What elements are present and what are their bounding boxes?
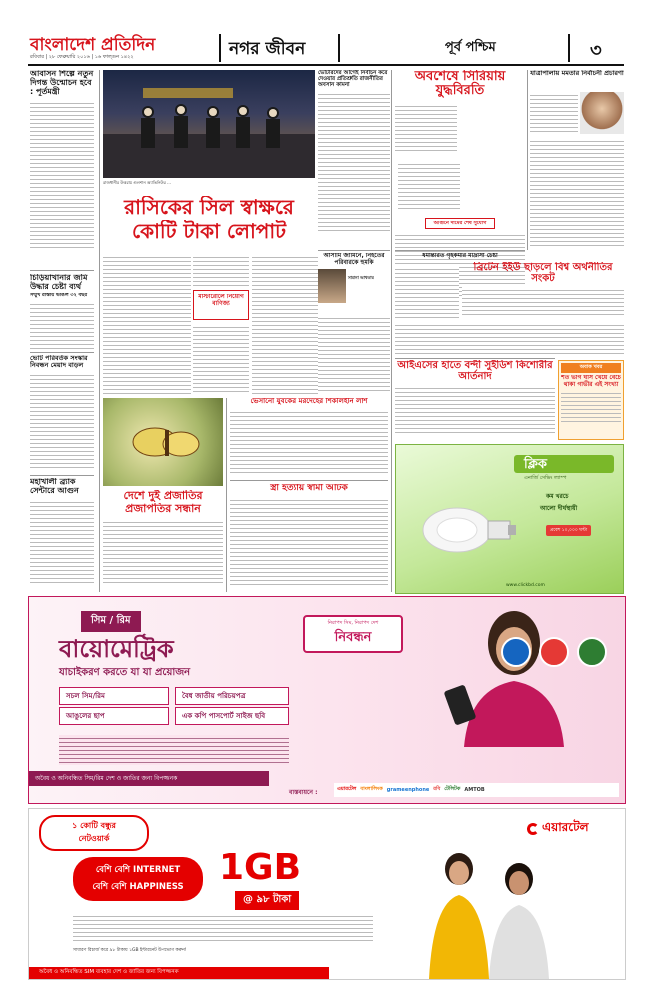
implementers-row <box>334 783 619 797</box>
bullet-1: সচল সিম/রিম <box>59 687 169 705</box>
butterfly-photo <box>103 398 223 486</box>
click-lamp-ad <box>395 444 624 594</box>
story-syria <box>395 70 525 248</box>
bullet-4: এক কপি পাসপোর্ট সাইজ ছবি <box>175 707 289 725</box>
story-wife-murder: স্ত্রী হত্যায় স্বামী আটক <box>230 484 388 590</box>
story-body-found: ভেসানো যুবকের মরদেহের শিকলিহীন লাশ <box>230 398 388 478</box>
headline: ভোট পরিবর্তক সংস্কার নিবন্ধন মেয়াদ বাড়ল <box>30 355 88 370</box>
implementer-amtob: AMTOB <box>464 787 485 793</box>
syria-badge: আগুনে দামের শেষ সুযোগ <box>425 218 495 230</box>
story-accused-bail: আসামি জামিনে, নিহতের পরিবারকে হুমকি সামানা আখতার <box>318 253 390 394</box>
story-housing <box>30 70 94 270</box>
biometric-line2: বায়োমেট্রিক <box>59 635 174 663</box>
internet-tagline: বেশি বেশি INTERNET বেশি বেশি HAPPINESS <box>73 857 203 901</box>
cfl-lamp-icon <box>402 485 522 565</box>
click-tagline: এনার্জি সেভিং ল্যাম্প <box>524 475 567 481</box>
headline: মহাখালী ব্র্যাক সেন্টারে আগুন <box>30 478 79 495</box>
headline: আবাসন শিল্পে নতুন দিগন্ত উন্মোচন হবে : পূর্তমন্ত্রী <box>30 70 94 96</box>
mamata-photo <box>580 92 624 134</box>
btrc-logo <box>501 637 531 667</box>
implementer-robi: রবি <box>433 786 441 792</box>
logo: বাংলাদেশ প্রতিদিন <box>30 35 156 55</box>
click-brand: ক্লিক <box>524 457 547 472</box>
subsection-title: পূর্ব পশ্চিম <box>445 40 496 55</box>
section-title: নগর জীবন <box>229 39 306 59</box>
bullet-3: আঙুলের ছাপ <box>59 707 169 725</box>
govt-logo <box>539 637 569 667</box>
main-body-col2b <box>193 324 249 394</box>
rab-logo <box>577 637 607 667</box>
subheadline: সম্মুখ রাস্তায় ভাঙল ৩২ বছর <box>30 292 88 298</box>
story-voter <box>30 355 94 473</box>
main-body-col1 <box>103 254 191 394</box>
main-body-col3 <box>252 254 318 394</box>
gb-amount: 1GB <box>219 847 302 888</box>
airtel-badge: ১ কোটি বন্ধুর নেটওয়ার্ক <box>39 815 149 851</box>
photo-caption: রাজধানীর উত্তরায় গুলশান অ্যাভিনিউর ... <box>103 180 171 185</box>
story-zoo <box>30 274 94 350</box>
biometric-line1: সিম / রিম <box>81 611 141 632</box>
body-text <box>30 100 94 250</box>
masthead <box>0 0 650 66</box>
biometric-line3: যাচাইকরণ করতে যা যা প্রয়োজন <box>59 667 191 678</box>
implementer-banglalink: বাংলালিংক <box>360 786 383 792</box>
airtel-bottom: অবৈধ ও অনিবন্ধিত SIM ব্যবহার দেশ ও জাতির জন্য বিপজ্জনক <box>29 967 329 979</box>
implementer-airtel: এয়ারটেল <box>337 786 357 792</box>
headline: আসামি জামিনে, নিহতের পরিবারকে হুমকি <box>323 253 385 266</box>
story-fire <box>30 478 94 588</box>
airtel-swirl-icon <box>527 823 539 835</box>
airtel-logo: এয়ারটেল <box>527 819 589 839</box>
implementers-label: বাস্তবায়নে : <box>289 789 318 796</box>
story-brexit: ব্রিটেন ইইউ ছাড়লে বিশ্ব অর্থনীতির সংকট <box>462 262 624 322</box>
gb-price: @ ৯৮ টাকা <box>235 891 299 910</box>
click-line2: আলো দীর্ঘস্থায়ী <box>540 505 578 512</box>
main-headline: রাসিকের সিল স্বাক্ষরে কোটি টাকা লোপাট <box>124 196 294 242</box>
biometric-bullets <box>59 687 289 729</box>
woman-photo <box>429 597 599 747</box>
event-photo <box>103 70 315 178</box>
click-web: www.clickbd.com <box>506 583 545 588</box>
biometric-footer: অবৈধ ও অনিবন্ধিত সিম/রিম দেশ ও জাতির জন্য বিপজ্জনক <box>29 771 269 786</box>
headline: ভোটারদের আগেই নির্বাচন করে দেওয়ার প্রতিশ্রুতি রাজনীতির অবসান কামনা <box>318 70 388 89</box>
story-convert: ধর্মান্তরিত গৃহকর্মীর মাদ্রাসা চেষ্টা <box>422 253 498 259</box>
click-line1: কম খরচে <box>546 493 569 500</box>
main-body-col2 <box>193 254 249 288</box>
story-isis: আইএসের হাতে বন্দী সুইডিশ কিশোরীর আর্তনাদ <box>395 360 555 440</box>
stamp: নিরাপদ সিম, নিরাপদ দেশ নিবন্ধন <box>303 615 403 653</box>
implementer-teletalk: টেলিটক <box>444 786 461 792</box>
bullet-2: বৈধ জাতীয় পরিচয়পত্র <box>175 687 289 705</box>
click-badge: প্রবেশ ১০,০০০ ঘণ্টা <box>546 525 591 536</box>
page-number: ৩ <box>590 40 602 61</box>
victim-photo <box>318 269 346 303</box>
story-strange-news: অবাক খবর শত ভাগ ঘাস খেয়ে বেঁচে থাকা গাভীর এই সংখ্যা <box>558 360 624 440</box>
dateline: রবিবার | ২৮ ফেব্রুয়ারি ২০১৬ | ১৬ ফাল্গুন ১৪২২ <box>30 54 134 60</box>
headline: চিড়িয়াখানার জমি উদ্ধার চেষ্টা ব্যর্থ <box>30 274 88 291</box>
story-political-promise <box>318 70 390 248</box>
story-mamata: যাত্রাপালায় মমতার নির্বাচনী প্রচারণা <box>530 70 624 260</box>
headline: অবশেষে সিরিয়ায় যুদ্ধবিরতি <box>414 70 506 99</box>
implementer-gp: grameenphone <box>386 787 430 793</box>
main-badge: মাস্টারোলে নিয়োগ বাণিজ্য <box>193 290 249 320</box>
couple-photo <box>389 839 589 979</box>
airtel-ad <box>28 808 626 980</box>
airtel-footer: সাধারণ রিচার্জ করে ৯৮ টাকায় ১GB ইন্টারনেট উপভোগ করুন! <box>73 948 187 953</box>
story-species: দেশে দুই প্রজাতির প্রজাপতির সন্ধান <box>103 490 223 590</box>
biometric-ad <box>28 596 626 804</box>
strange-news-label: অবাক খবর <box>561 363 621 373</box>
